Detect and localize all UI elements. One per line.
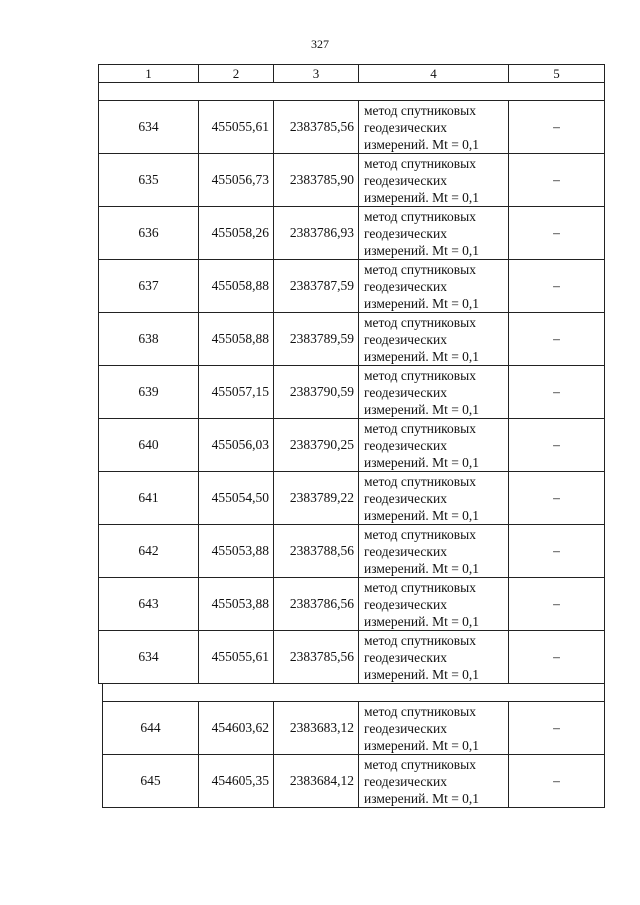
- table-row: [99, 154, 605, 207]
- section-separator-row: [103, 684, 605, 702]
- method-line: измерений. Mt = 0,1: [364, 454, 480, 470]
- method-line: геодезических: [364, 596, 447, 612]
- method-cell: [359, 472, 509, 525]
- note-cell: –: [509, 631, 605, 684]
- method-line: измерений. Mt = 0,1: [364, 737, 480, 753]
- method-cell: [359, 755, 509, 808]
- point-number-cell: 635: [99, 154, 199, 207]
- x-coordinate-cell: 455058,88: [199, 260, 274, 313]
- method-cell: [359, 101, 509, 154]
- method-line: геодезических: [364, 384, 447, 400]
- table-row: [99, 472, 605, 525]
- method-cell: [359, 631, 509, 684]
- note-cell: –: [509, 154, 605, 207]
- y-coordinate-cell: 2383789,22: [274, 472, 359, 525]
- method-line: геодезических: [364, 437, 447, 453]
- y-coordinate-cell: 2383785,90: [274, 154, 359, 207]
- method-line: измерений. Mt = 0,1: [364, 295, 480, 311]
- point-number-cell: 640: [99, 419, 199, 472]
- point-number-cell: 638: [99, 313, 199, 366]
- coordinates-table-continued: [102, 683, 605, 808]
- point-number-cell: 644: [103, 702, 199, 755]
- method-line: метод спутниковых: [364, 473, 476, 489]
- method-line: геодезических: [364, 490, 447, 506]
- y-coordinate-cell: 2383786,56: [274, 578, 359, 631]
- x-coordinate-cell: 455054,50: [199, 472, 274, 525]
- method-line: измерений. Mt = 0,1: [364, 242, 480, 258]
- note-cell: –: [509, 207, 605, 260]
- method-cell: [359, 419, 509, 472]
- table-row: [99, 419, 605, 472]
- x-coordinate-cell: 455053,88: [199, 578, 274, 631]
- separator-cell: [99, 83, 605, 101]
- method-cell: [359, 366, 509, 419]
- y-coordinate-cell: 2383787,59: [274, 260, 359, 313]
- x-coordinate-cell: 455057,15: [199, 366, 274, 419]
- table-row: [99, 207, 605, 260]
- method-line: измерений. Mt = 0,1: [364, 348, 480, 364]
- point-number-cell: 634: [99, 631, 199, 684]
- method-line: метод спутниковых: [364, 314, 476, 330]
- method-line: геодезических: [364, 543, 447, 559]
- method-line: измерений. Mt = 0,1: [364, 560, 480, 576]
- table-row: [99, 260, 605, 313]
- note-cell: –: [509, 755, 605, 808]
- method-line: метод спутниковых: [364, 367, 476, 383]
- method-line: метод спутниковых: [364, 526, 476, 542]
- method-line: измерений. Mt = 0,1: [364, 613, 480, 629]
- method-cell: [359, 578, 509, 631]
- table-row: [99, 366, 605, 419]
- x-coordinate-cell: 454603,62: [199, 702, 274, 755]
- y-coordinate-cell: 2383790,59: [274, 366, 359, 419]
- method-line: метод спутниковых: [364, 756, 476, 772]
- method-line: метод спутниковых: [364, 155, 476, 171]
- y-coordinate-cell: 2383790,25: [274, 419, 359, 472]
- method-line: измерений. Mt = 0,1: [364, 401, 480, 417]
- method-line: геодезических: [364, 119, 447, 135]
- header-cell: 4: [359, 65, 509, 83]
- point-number-cell: 643: [99, 578, 199, 631]
- note-cell: –: [509, 313, 605, 366]
- header-cell: 1: [99, 65, 199, 83]
- method-line: геодезических: [364, 278, 447, 294]
- coordinates-table: [98, 64, 605, 684]
- method-line: геодезических: [364, 773, 447, 789]
- header-cell: 2: [199, 65, 274, 83]
- y-coordinate-cell: 2383786,93: [274, 207, 359, 260]
- method-cell: [359, 154, 509, 207]
- method-line: метод спутниковых: [364, 632, 476, 648]
- point-number-cell: 645: [103, 755, 199, 808]
- section-separator-row: [99, 83, 605, 101]
- method-line: метод спутниковых: [364, 579, 476, 595]
- separator-cell: [103, 684, 605, 702]
- method-line: геодезических: [364, 172, 447, 188]
- x-coordinate-cell: 455058,88: [199, 313, 274, 366]
- point-number-cell: 642: [99, 525, 199, 578]
- method-line: метод спутниковых: [364, 208, 476, 224]
- y-coordinate-cell: 2383785,56: [274, 631, 359, 684]
- y-coordinate-cell: 2383684,12: [274, 755, 359, 808]
- header-cell: 5: [509, 65, 605, 83]
- x-coordinate-cell: 454605,35: [199, 755, 274, 808]
- table-row: [99, 578, 605, 631]
- page-number: 327: [311, 37, 329, 51]
- method-cell: [359, 260, 509, 313]
- method-line: метод спутниковых: [364, 420, 476, 436]
- table-row: [103, 755, 605, 808]
- note-cell: –: [509, 101, 605, 154]
- table-row: [103, 702, 605, 755]
- point-number-cell: 636: [99, 207, 199, 260]
- point-number-cell: 641: [99, 472, 199, 525]
- table-row: [99, 313, 605, 366]
- method-cell: [359, 207, 509, 260]
- method-line: метод спутниковых: [364, 261, 476, 277]
- method-line: измерений. Mt = 0,1: [364, 136, 480, 152]
- method-line: геодезических: [364, 649, 447, 665]
- x-coordinate-cell: 455056,03: [199, 419, 274, 472]
- point-number-cell: 639: [99, 366, 199, 419]
- x-coordinate-cell: 455055,61: [199, 631, 274, 684]
- x-coordinate-cell: 455053,88: [199, 525, 274, 578]
- method-line: метод спутниковых: [364, 102, 476, 118]
- note-cell: –: [509, 525, 605, 578]
- method-line: измерений. Mt = 0,1: [364, 666, 480, 682]
- x-coordinate-cell: 455056,73: [199, 154, 274, 207]
- x-coordinate-cell: 455058,26: [199, 207, 274, 260]
- method-cell: [359, 702, 509, 755]
- note-cell: –: [509, 260, 605, 313]
- note-cell: –: [509, 472, 605, 525]
- header-cell: 3: [274, 65, 359, 83]
- y-coordinate-cell: 2383683,12: [274, 702, 359, 755]
- y-coordinate-cell: 2383785,56: [274, 101, 359, 154]
- y-coordinate-cell: 2383789,59: [274, 313, 359, 366]
- method-line: измерений. Mt = 0,1: [364, 790, 480, 806]
- table-row: [99, 631, 605, 684]
- point-number-cell: 637: [99, 260, 199, 313]
- table-row: [99, 525, 605, 578]
- note-cell: –: [509, 419, 605, 472]
- method-line: метод спутниковых: [364, 703, 476, 719]
- note-cell: –: [509, 702, 605, 755]
- note-cell: –: [509, 578, 605, 631]
- method-line: измерений. Mt = 0,1: [364, 507, 480, 523]
- note-cell: –: [509, 366, 605, 419]
- method-line: геодезических: [364, 331, 447, 347]
- table-header-row: [99, 65, 605, 83]
- method-cell: [359, 313, 509, 366]
- x-coordinate-cell: 455055,61: [199, 101, 274, 154]
- method-line: измерений. Mt = 0,1: [364, 189, 480, 205]
- table-row: [99, 101, 605, 154]
- method-cell: [359, 525, 509, 578]
- y-coordinate-cell: 2383788,56: [274, 525, 359, 578]
- method-line: геодезических: [364, 225, 447, 241]
- method-line: геодезических: [364, 720, 447, 736]
- point-number-cell: 634: [99, 101, 199, 154]
